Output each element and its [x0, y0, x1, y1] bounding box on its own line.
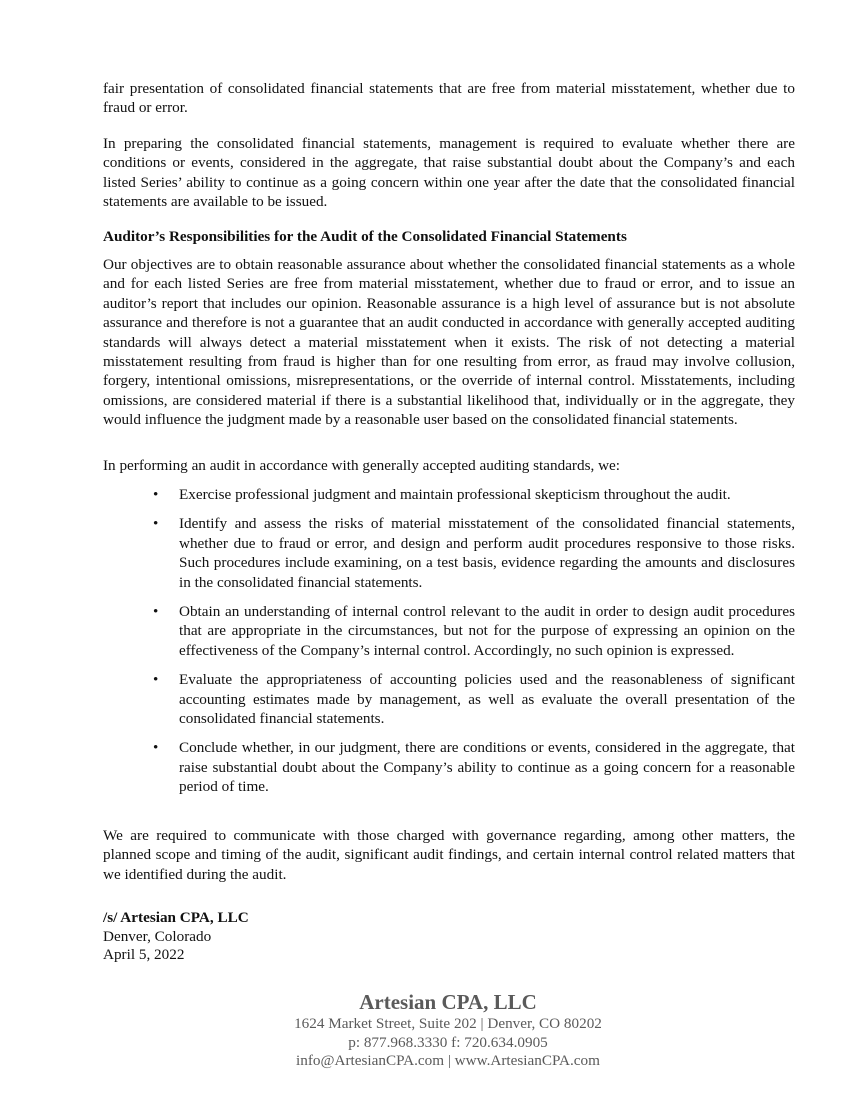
bullet-icon: •: [153, 515, 159, 533]
section-heading-auditor-responsibilities: Auditor’s Responsibilities for the Audit of the Consolidated Financial Statements: [103, 228, 627, 245]
list-item: [103, 670, 795, 728]
bullet-icon: •: [153, 671, 159, 689]
paragraph-going-concern: In preparing the consolidated financial statements, management is required to evaluate whether there are conditions or events, considered in the aggregate, that raise substantial doubt about the Company’s and each listed Series’ ability to continue as a going concern within one year after the date that the consolidated financial statements are available to be issued.: [103, 135, 795, 211]
paragraph-performing-audit: In performing an audit in accordance with generally accepted auditing standards, we:: [103, 457, 621, 474]
audit-procedures-list: [103, 485, 795, 807]
list-item-text: Exercise professional judgment and maintain professional skepticism throughout the audit.: [179, 486, 731, 503]
signature-block: [103, 909, 249, 965]
list-item: [103, 514, 795, 592]
list-item-text: Evaluate the appropriateness of accounting policies used and the reasonableness of significant accounting estimates made by management, as well as evaluate the overall presentation of the consolidated financial statements.: [179, 671, 795, 728]
footer-email-website: info@ArtesianCPA.com | www.ArtesianCPA.com: [296, 1052, 600, 1070]
list-item: [103, 602, 795, 660]
bullet-icon: •: [153, 603, 159, 621]
signature-firm: /s/ Artesian CPA, LLC: [103, 909, 249, 926]
letterhead-footer: [0, 989, 866, 1071]
list-item: [103, 485, 795, 504]
list-item-text: Conclude whether, in our judgment, there are conditions or events, considered in the aggregate, that raise substantial doubt about the Company’s ability to continue as a going concern for a reasonable period of time.: [179, 739, 795, 796]
bullet-icon: •: [153, 739, 159, 757]
list-item: [103, 738, 795, 796]
list-item-text: Identify and assess the risks of material misstatement of the consolidated financial statements, whether due to fraud or error, and design and perform audit procedures responsive to those risks. Such procedures include examining, on a test basis, evidence regarding the amounts and disclosures in the consolidated financial statements.: [179, 515, 795, 591]
paragraph-objectives: Our objectives are to obtain reasonable assurance about whether the consolidated financial statements as a whole and for each listed Series are free from material misstatement, whether due to fraud or error, and to issue an auditor’s report that includes our opinion. Reasonable assurance is a high level of assurance but is not absolute assurance and therefore is not a guarantee that an audit conducted in accordance with generally accepted auditing standards will always detect a material misstatement when it exists. The risk of not detecting a material misstatement resulting from fraud is higher than for one resulting from error, as fraud may involve collusion, forgery, intentional omissions, misrepresentations, or the override of internal control. Misstatements, including omissions, are considered material if there is a substantial likelihood that, individually or in the aggregate, they would influence the judgment made by a reasonable user based on the consolidated financial statements.: [103, 256, 795, 429]
paragraph-governance: We are required to communicate with those charged with governance regarding, among other matters, the planned scope and timing of the audit, significant audit findings, and certain internal control related matters that we identified during the audit.: [103, 827, 795, 883]
signature-location: Denver, Colorado: [103, 927, 212, 945]
footer-firm-name: Artesian CPA, LLC: [359, 990, 537, 1014]
bullet-icon: •: [153, 486, 159, 503]
list-item-text: Obtain an understanding of internal control relevant to the audit in order to design audit procedures that are appropriate in the circumstances, but not for the purpose of expressing an opinion on the effectiveness of the Company’s internal control. Accordingly, no such opinion is expressed.: [179, 603, 795, 659]
signature-date: April 5, 2022: [103, 946, 185, 963]
footer-phone-fax: p: 877.968.3330 f: 720.634.0905: [348, 1033, 548, 1051]
paragraph-fair-presentation: fair presentation of consolidated financial statements that are free from material misstatement, whether due to fraud or error.: [103, 80, 795, 117]
footer-address: 1624 Market Street, Suite 202 | Denver, CO 80202: [294, 1015, 602, 1032]
